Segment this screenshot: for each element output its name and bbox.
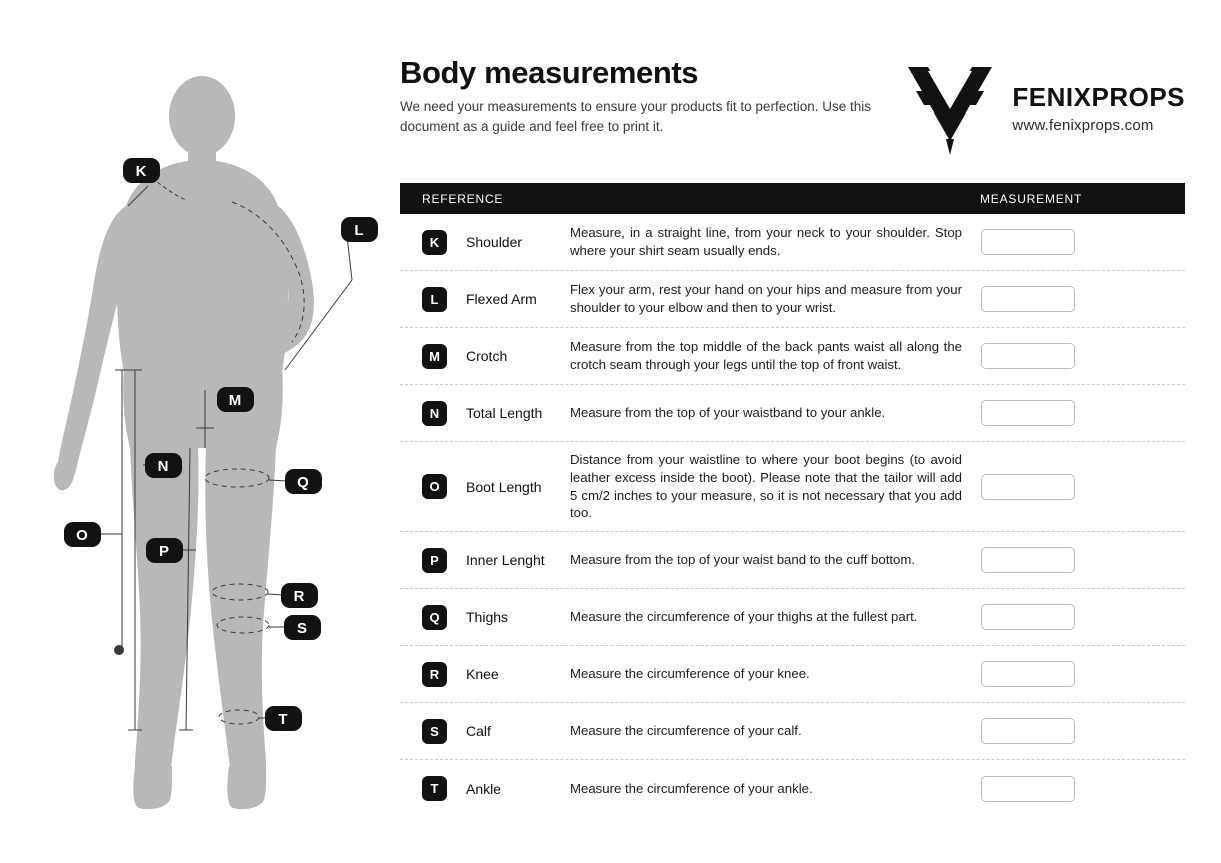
svg-text:L: L bbox=[354, 222, 364, 239]
figure-label-L bbox=[341, 217, 378, 242]
table-row bbox=[400, 442, 1185, 532]
measurement-input-flexed-arm[interactable] bbox=[981, 286, 1075, 312]
measurement-input-shoulder[interactable] bbox=[981, 229, 1075, 255]
title-block bbox=[400, 55, 920, 136]
table-row bbox=[400, 760, 1185, 817]
row-letter-cell bbox=[400, 776, 466, 801]
row-measurement-cell bbox=[980, 474, 1185, 500]
figure-label-O bbox=[64, 522, 101, 547]
row-letter-cell bbox=[400, 605, 466, 630]
row-measurement-cell bbox=[980, 286, 1185, 312]
svg-text:N: N bbox=[157, 458, 169, 475]
table-row bbox=[400, 703, 1185, 760]
row-name: Boot Length bbox=[466, 478, 542, 495]
row-description: Measure the circumference of your calf. bbox=[570, 723, 802, 739]
row-name: Calf bbox=[466, 723, 491, 740]
row-name: Thighs bbox=[466, 609, 509, 626]
row-letter-cell bbox=[400, 474, 466, 499]
row-letter-cell bbox=[400, 548, 466, 573]
document-header bbox=[400, 55, 1185, 163]
figure-label-N bbox=[145, 453, 182, 478]
table-row bbox=[400, 385, 1185, 442]
figure-label-T bbox=[265, 706, 302, 731]
figure-label-R bbox=[281, 583, 318, 608]
measurement-input-total-length[interactable] bbox=[981, 400, 1075, 426]
measurements-table bbox=[400, 183, 1185, 817]
document-content bbox=[400, 0, 1221, 863]
figure-label-Q bbox=[285, 469, 322, 494]
row-description: Measure the circumference of your knee. bbox=[570, 666, 810, 682]
letter-badge: Q bbox=[422, 605, 447, 630]
measurement-input-knee[interactable] bbox=[981, 661, 1075, 687]
letter-badge: T bbox=[422, 776, 447, 801]
row-name: Ankle bbox=[466, 780, 502, 797]
table-row bbox=[400, 328, 1185, 385]
page-title: Body measurements bbox=[400, 55, 699, 90]
figure-label-P bbox=[146, 538, 183, 563]
table-header-row bbox=[400, 183, 1185, 214]
svg-text:Q: Q bbox=[297, 474, 309, 491]
row-description: Distance from your waistline to where your boot begins (to avoid leather excess inside the boot). Please note that the tailor will add 5 cm/2 inches to your measure, so it is not necessary that you add too. bbox=[570, 452, 962, 521]
row-letter-cell bbox=[400, 344, 466, 369]
row-measurement-cell bbox=[980, 547, 1185, 573]
measurement-input-boot-length[interactable] bbox=[981, 474, 1075, 500]
row-measurement-cell bbox=[980, 661, 1185, 687]
svg-text:R: R bbox=[293, 588, 305, 605]
measurement-input-calf[interactable] bbox=[981, 718, 1075, 744]
letter-badge: M bbox=[422, 344, 447, 369]
fenix-bird-logo-icon bbox=[904, 61, 996, 157]
row-letter-cell bbox=[400, 230, 466, 255]
row-measurement-cell bbox=[980, 718, 1185, 744]
brand-name: FENIXPROPS bbox=[1012, 82, 1185, 112]
measurement-input-ankle[interactable] bbox=[981, 776, 1075, 802]
row-description: Measure the circumference of your ankle. bbox=[570, 780, 813, 796]
letter-badge: L bbox=[422, 287, 447, 312]
row-measurement-cell bbox=[980, 604, 1185, 630]
table-row bbox=[400, 532, 1185, 589]
figure-label-S bbox=[284, 615, 321, 640]
body-silhouette-diagram bbox=[0, 0, 400, 863]
letter-badge: R bbox=[422, 662, 447, 687]
letter-badge: O bbox=[422, 474, 447, 499]
body-figure-panel bbox=[0, 0, 400, 863]
measurement-input-inner-length[interactable] bbox=[981, 547, 1075, 573]
brand-url[interactable]: www.fenixprops.com bbox=[1012, 117, 1154, 134]
measurement-input-crotch[interactable] bbox=[981, 343, 1075, 369]
table-row bbox=[400, 271, 1185, 328]
svg-text:M: M bbox=[228, 392, 242, 409]
row-description: Measure the circumference of your thighs at the fullest part. bbox=[570, 609, 918, 625]
row-letter-cell bbox=[400, 401, 466, 426]
brand-text bbox=[1012, 84, 1185, 134]
row-description: Measure from the top middle of the back pants waist all along the crotch seam through your legs until the top of front waist. bbox=[570, 339, 962, 372]
letter-badge: K bbox=[422, 230, 447, 255]
svg-text:S: S bbox=[296, 620, 308, 637]
svg-text:P: P bbox=[158, 543, 170, 560]
row-measurement-cell bbox=[980, 400, 1185, 426]
column-header-measurement: MEASUREMENT bbox=[980, 191, 1083, 206]
row-name: Flexed Arm bbox=[466, 291, 537, 307]
row-letter-cell bbox=[400, 719, 466, 744]
svg-text:K: K bbox=[135, 163, 147, 180]
row-description: Flex your arm, rest your hand on your hips and measure from your shoulder to your elbow and then to your wrist. bbox=[570, 282, 962, 315]
row-name: Knee bbox=[466, 666, 499, 683]
column-header-reference: REFERENCE bbox=[422, 191, 504, 206]
measurement-input-thighs[interactable] bbox=[981, 604, 1075, 630]
row-description: Measure, in a straight line, from your neck to your shoulder. Stop where your shirt seam usually ends. bbox=[570, 225, 962, 258]
page-subtitle: We need your measurements to ensure your products fit to perfection. Use this document as a guide and feel free to print it. bbox=[400, 99, 871, 134]
row-measurement-cell bbox=[980, 343, 1185, 369]
brand-logo-block bbox=[904, 61, 1185, 157]
row-name: Inner Lenght bbox=[466, 552, 545, 569]
row-letter-cell bbox=[400, 287, 466, 312]
table-row bbox=[400, 589, 1185, 646]
row-measurement-cell bbox=[980, 776, 1185, 802]
row-letter-cell bbox=[400, 662, 466, 687]
figure-label-K bbox=[123, 158, 160, 183]
row-name: Crotch bbox=[466, 348, 508, 364]
row-description: Measure from the top of your waistband to your ankle. bbox=[570, 405, 886, 421]
table-row bbox=[400, 646, 1185, 703]
letter-badge: P bbox=[422, 548, 447, 573]
letter-badge: N bbox=[422, 401, 447, 426]
silhouette-shape bbox=[54, 76, 314, 809]
row-name: Shoulder bbox=[466, 234, 523, 250]
svg-text:O: O bbox=[76, 527, 88, 544]
svg-text:T: T bbox=[278, 711, 288, 728]
row-measurement-cell bbox=[980, 229, 1185, 255]
letter-badge: S bbox=[422, 719, 447, 744]
table-row bbox=[400, 214, 1185, 271]
figure-label-M bbox=[217, 387, 254, 412]
row-description: Measure from the top of your waist band to the cuff bottom. bbox=[570, 552, 916, 568]
row-name: Total Length bbox=[466, 405, 543, 421]
